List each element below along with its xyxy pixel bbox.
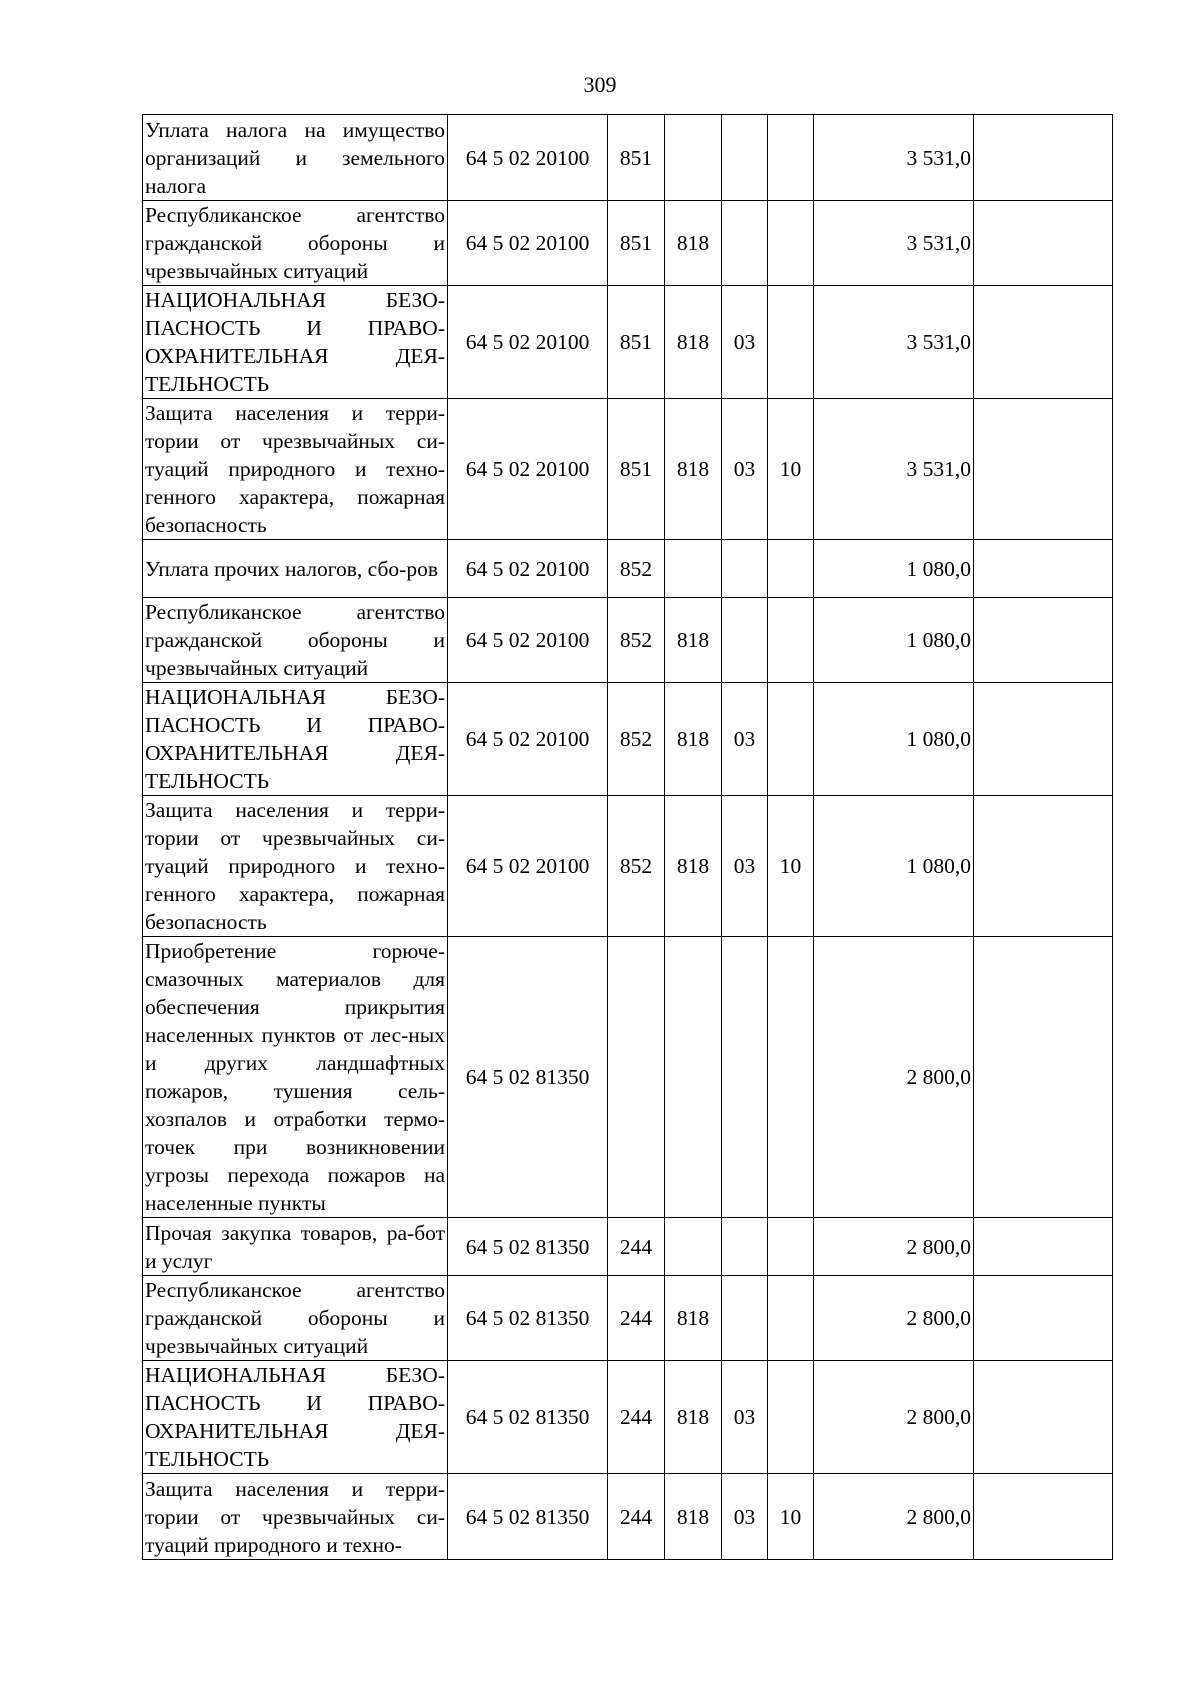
expense-type-code: 852 — [608, 598, 665, 683]
extra-cell — [974, 540, 1113, 598]
expense-type-code: 851 — [608, 399, 665, 540]
extra-cell — [974, 201, 1113, 286]
amount: 1 080,0 — [814, 796, 974, 937]
department-code: 818 — [665, 286, 722, 399]
section-code — [722, 937, 768, 1218]
amount: 3 531,0 — [814, 201, 974, 286]
row-description: Прочая закупка товаров, ра-бот и услуг — [143, 1218, 448, 1276]
subsection-code: 10 — [768, 796, 814, 937]
subsection-code — [768, 1276, 814, 1361]
section-code — [722, 1218, 768, 1276]
extra-cell — [974, 796, 1113, 937]
expense-type-code: 852 — [608, 683, 665, 796]
subsection-code — [768, 683, 814, 796]
amount: 2 800,0 — [814, 1474, 974, 1560]
expense-type-code: 244 — [608, 1276, 665, 1361]
section-code: 03 — [722, 1361, 768, 1474]
target-code: 64 5 02 81350 — [448, 1361, 608, 1474]
amount: 3 531,0 — [814, 115, 974, 201]
target-code: 64 5 02 81350 — [448, 1474, 608, 1560]
table-row — [143, 796, 1113, 937]
expense-type-code — [608, 937, 665, 1218]
target-code: 64 5 02 20100 — [448, 796, 608, 937]
extra-cell — [974, 1276, 1113, 1361]
page-number: 309 — [583, 72, 617, 97]
table-row — [143, 598, 1113, 683]
target-code: 64 5 02 20100 — [448, 683, 608, 796]
subsection-code — [768, 201, 814, 286]
row-description: Республиканское агентство гражданской обороны и чрезвычайных ситуаций — [143, 1276, 448, 1361]
department-code — [665, 115, 722, 201]
row-description: Уплата прочих налогов, сбо-ров — [143, 540, 448, 598]
extra-cell — [974, 937, 1113, 1218]
budget-table — [142, 114, 1113, 1560]
amount: 3 531,0 — [814, 286, 974, 399]
expense-type-code: 244 — [608, 1474, 665, 1560]
expense-type-code: 244 — [608, 1361, 665, 1474]
target-code: 64 5 02 20100 — [448, 540, 608, 598]
subsection-code — [768, 598, 814, 683]
amount: 2 800,0 — [814, 1361, 974, 1474]
target-code: 64 5 02 20100 — [448, 201, 608, 286]
department-code: 818 — [665, 1474, 722, 1560]
section-code — [722, 1276, 768, 1361]
department-code — [665, 540, 722, 598]
section-code: 03 — [722, 683, 768, 796]
amount: 2 800,0 — [814, 1218, 974, 1276]
extra-cell — [974, 1218, 1113, 1276]
subsection-code — [768, 540, 814, 598]
row-description: НАЦИОНАЛЬНАЯ БЕЗО-ПАСНОСТЬ И ПРАВО-ОХРАНИТЕЛЬНАЯ ДЕЯ-ТЕЛЬНОСТЬ — [143, 286, 448, 399]
target-code: 64 5 02 20100 — [448, 399, 608, 540]
row-description: Защита населения и терри-тории от чрезвычайных си-туаций природного и техно-генного характера, пожарная безопасность — [143, 399, 448, 540]
amount: 1 080,0 — [814, 598, 974, 683]
section-code: 03 — [722, 286, 768, 399]
table-row — [143, 115, 1113, 201]
subsection-code — [768, 1218, 814, 1276]
expense-type-code: 851 — [608, 115, 665, 201]
row-description: Республиканское агентство гражданской обороны и чрезвычайных ситуаций — [143, 201, 448, 286]
table-row — [143, 1276, 1113, 1361]
expense-type-code: 852 — [608, 796, 665, 937]
target-code: 64 5 02 20100 — [448, 115, 608, 201]
row-description: Республиканское агентство гражданской обороны и чрезвычайных ситуаций — [143, 598, 448, 683]
department-code: 818 — [665, 1276, 722, 1361]
subsection-code: 10 — [768, 1474, 814, 1560]
table-row — [143, 399, 1113, 540]
section-code: 03 — [722, 796, 768, 937]
section-code — [722, 540, 768, 598]
table-row — [143, 540, 1113, 598]
row-description: Уплата налога на имущество организаций и земельного налога — [143, 115, 448, 201]
section-code: 03 — [722, 1474, 768, 1560]
row-description: НАЦИОНАЛЬНАЯ БЕЗО-ПАСНОСТЬ И ПРАВО-ОХРАНИТЕЛЬНАЯ ДЕЯ-ТЕЛЬНОСТЬ — [143, 683, 448, 796]
amount: 2 800,0 — [814, 1276, 974, 1361]
extra-cell — [974, 598, 1113, 683]
extra-cell — [974, 1361, 1113, 1474]
table-body — [143, 115, 1113, 1560]
row-description: НАЦИОНАЛЬНАЯ БЕЗО-ПАСНОСТЬ И ПРАВО-ОХРАНИТЕЛЬНАЯ ДЕЯ-ТЕЛЬНОСТЬ — [143, 1361, 448, 1474]
target-code: 64 5 02 20100 — [448, 286, 608, 399]
extra-cell — [974, 1474, 1113, 1560]
extra-cell — [974, 115, 1113, 201]
target-code: 64 5 02 20100 — [448, 598, 608, 683]
department-code: 818 — [665, 796, 722, 937]
subsection-code — [768, 937, 814, 1218]
expense-type-code: 851 — [608, 201, 665, 286]
amount: 3 531,0 — [814, 399, 974, 540]
department-code: 818 — [665, 683, 722, 796]
extra-cell — [974, 683, 1113, 796]
subsection-code — [768, 286, 814, 399]
department-code: 818 — [665, 1361, 722, 1474]
subsection-code: 10 — [768, 399, 814, 540]
amount: 1 080,0 — [814, 540, 974, 598]
target-code: 64 5 02 81350 — [448, 1218, 608, 1276]
table-row — [143, 1474, 1113, 1560]
subsection-code — [768, 1361, 814, 1474]
table-row — [143, 286, 1113, 399]
expense-type-code: 851 — [608, 286, 665, 399]
expense-type-code: 852 — [608, 540, 665, 598]
table-row — [143, 937, 1113, 1218]
department-code: 818 — [665, 201, 722, 286]
extra-cell — [974, 399, 1113, 540]
extra-cell — [974, 286, 1113, 399]
expense-type-code: 244 — [608, 1218, 665, 1276]
row-description: Защита населения и терри-тории от чрезвычайных си-туаций природного и техно- — [143, 1474, 448, 1560]
target-code: 64 5 02 81350 — [448, 1276, 608, 1361]
section-code — [722, 201, 768, 286]
row-description: Приобретение горюче-смазочных материалов для обеспечения прикрытия населенных пунктов от лес-ных и других ландшафтных пожаров, тушения сель-хозпалов и отработки термо-точек при возникновении угрозы перехода пожаров на населенные пункты — [143, 937, 448, 1218]
amount: 2 800,0 — [814, 937, 974, 1218]
amount: 1 080,0 — [814, 683, 974, 796]
department-code: 818 — [665, 399, 722, 540]
section-code — [722, 598, 768, 683]
section-code: 03 — [722, 399, 768, 540]
table-row — [143, 1218, 1113, 1276]
department-code: 818 — [665, 598, 722, 683]
table-row — [143, 1361, 1113, 1474]
row-description: Защита населения и терри-тории от чрезвычайных си-туаций природного и техно-генного характера, пожарная безопасность — [143, 796, 448, 937]
subsection-code — [768, 115, 814, 201]
target-code: 64 5 02 81350 — [448, 937, 608, 1218]
table-row — [143, 201, 1113, 286]
section-code — [722, 115, 768, 201]
department-code — [665, 1218, 722, 1276]
table-row — [143, 683, 1113, 796]
department-code — [665, 937, 722, 1218]
